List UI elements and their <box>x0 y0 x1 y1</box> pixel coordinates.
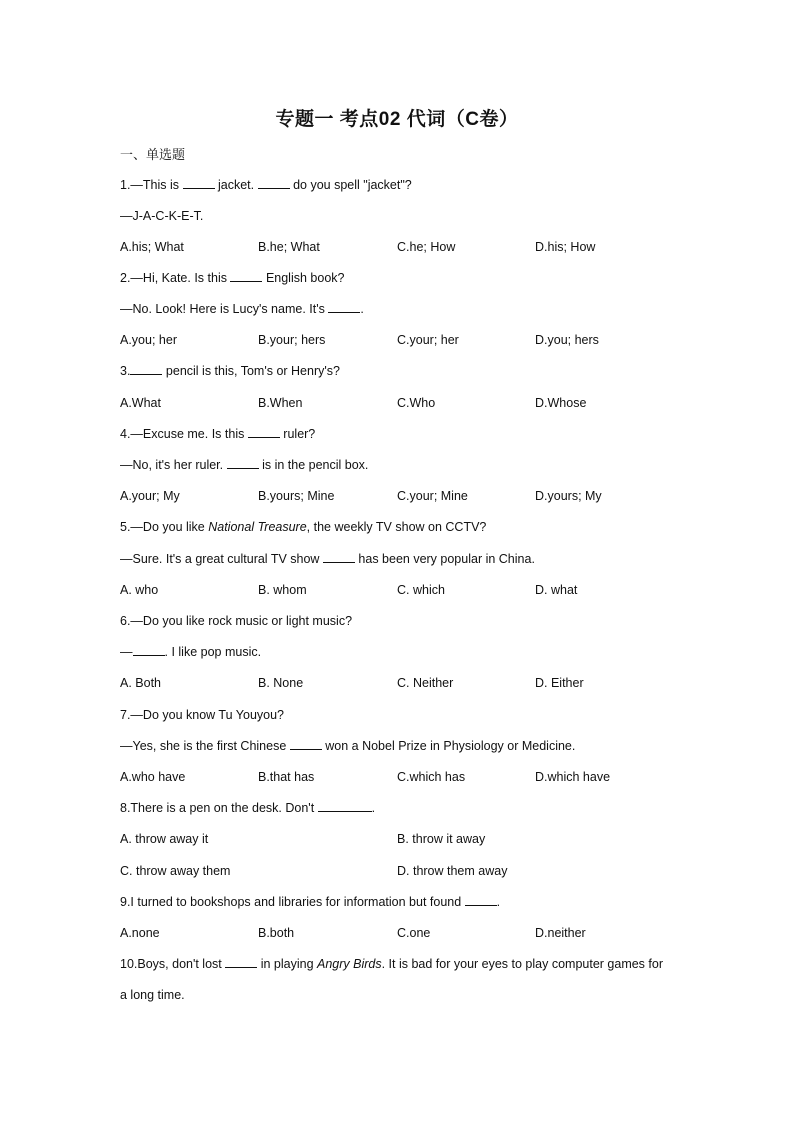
q7-option-b[interactable]: B.that has <box>258 770 315 784</box>
q1-option-b[interactable]: B.he; What <box>258 240 320 254</box>
answer-blank <box>290 737 322 750</box>
q6-option-b[interactable]: B. None <box>258 676 304 690</box>
question-5-reply: —Sure. It's a great cultural TV show has been very popular in China. <box>120 552 535 566</box>
question-7-reply: —Yes, she is the first Chinese won a Nobel Prize in Physiology or Medicine. <box>120 739 576 753</box>
q9-option-c[interactable]: C.one <box>397 926 431 940</box>
answer-blank <box>328 300 360 313</box>
question-1: 1.—This is jacket. do you spell "jacket"? <box>120 178 412 192</box>
q8-option-d[interactable]: D. throw them away <box>397 864 508 878</box>
question-2: 2.—Hi, Kate. Is this English book? <box>120 271 345 285</box>
question-5: 5.—Do you like National Treasure, the weekly TV show on CCTV? <box>120 520 487 534</box>
q7-option-a[interactable]: A.who have <box>120 770 186 784</box>
q5-option-c[interactable]: C. which <box>397 583 445 597</box>
answer-blank <box>318 799 372 812</box>
question-1-reply: —J-A-C-K-E-T. <box>120 209 204 223</box>
question-10: 10.Boys, don't lost in playing Angry Birds. It is bad for your eyes to play computer games for <box>120 957 663 971</box>
q9-option-a[interactable]: A.none <box>120 926 160 940</box>
question-8: 8.There is a pen on the desk. Don't . <box>120 801 376 815</box>
q1-option-a[interactable]: A.his; What <box>120 240 184 254</box>
question-4: 4.—Excuse me. Is this ruler? <box>120 427 316 441</box>
q5-option-b[interactable]: B. whom <box>258 583 307 597</box>
q6-option-d[interactable]: D. Either <box>535 676 584 690</box>
q3-option-b[interactable]: B.When <box>258 396 303 410</box>
q7-option-c[interactable]: C.which has <box>397 770 466 784</box>
section-heading: 一、单选题 <box>120 147 186 162</box>
q5-option-a[interactable]: A. who <box>120 583 159 597</box>
q3-option-a[interactable]: A.What <box>120 396 161 410</box>
q6-option-c[interactable]: C. Neither <box>397 676 454 690</box>
q7-option-d[interactable]: D.which have <box>535 770 611 784</box>
question-4-reply: —No, it's her ruler. is in the pencil box. <box>120 458 369 472</box>
answer-blank <box>133 643 165 656</box>
q3-option-d[interactable]: D.Whose <box>535 396 587 410</box>
q4-option-a[interactable]: A.your; My <box>120 489 180 503</box>
answer-blank <box>323 550 355 563</box>
q5-option-d[interactable]: D. what <box>535 583 578 597</box>
q4-option-d[interactable]: D.yours; My <box>535 489 602 503</box>
page-title: 专题一 考点02 代词（C卷） <box>275 109 519 130</box>
q8-option-c[interactable]: C. throw away them <box>120 864 231 878</box>
q2-option-d[interactable]: D.you; hers <box>535 333 599 347</box>
question-6: 6.—Do you like rock music or light music? <box>120 614 353 628</box>
q1-option-c[interactable]: C.he; How <box>397 240 456 254</box>
question-9: 9.I turned to bookshops and libraries for information but found . <box>120 895 501 909</box>
q3-option-c[interactable]: C.Who <box>397 396 436 410</box>
answer-blank <box>248 425 280 438</box>
q8-option-b[interactable]: B. throw it away <box>397 832 486 846</box>
question-3: 3. pencil is this, Tom's or Henry's? <box>120 364 340 378</box>
q4-option-b[interactable]: B.yours; Mine <box>258 489 335 503</box>
answer-blank <box>227 456 259 469</box>
answer-blank <box>258 176 290 189</box>
answer-blank <box>183 176 215 189</box>
q2-option-b[interactable]: B.your; hers <box>258 333 326 347</box>
question-7: 7.—Do you know Tu Youyou? <box>120 708 285 722</box>
q4-option-c[interactable]: C.your; Mine <box>397 489 468 503</box>
q9-option-b[interactable]: B.both <box>258 926 295 940</box>
answer-blank <box>465 893 497 906</box>
q2-option-a[interactable]: A.you; her <box>120 333 177 347</box>
answer-blank <box>130 362 162 375</box>
answer-blank <box>230 269 262 282</box>
q6-option-a[interactable]: A. Both <box>120 676 161 690</box>
question-2-reply: —No. Look! Here is Lucy's name. It's . <box>120 302 364 316</box>
q8-option-a[interactable]: A. throw away it <box>120 832 209 846</box>
answer-blank <box>225 955 257 968</box>
question-10-continuation: a long time. <box>120 988 185 1002</box>
question-6-reply: — . I like pop music. <box>120 645 262 659</box>
q9-option-d[interactable]: D.neither <box>535 926 586 940</box>
q2-option-c[interactable]: C.your; her <box>397 333 459 347</box>
q1-option-d[interactable]: D.his; How <box>535 240 596 254</box>
